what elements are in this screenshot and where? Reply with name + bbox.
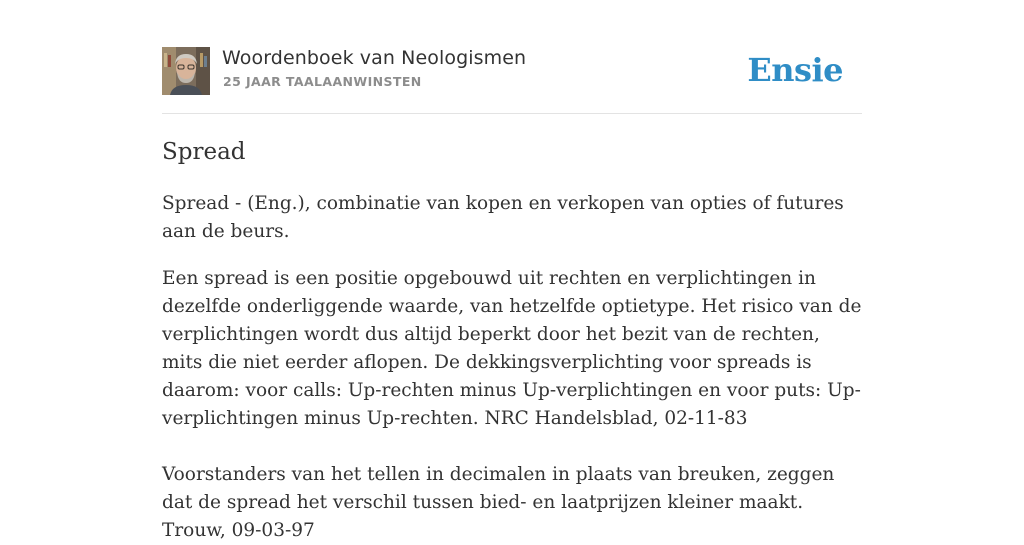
entry-quote: Voorstanders van het tellen in decimalen in plaats van breuken, zeggen dat de spread het verschil tussen bied- en laatprijzen kleiner maakt. Trouw, 09-03-97 bbox=[162, 464, 835, 541]
entry-definition: Spread - (Eng.), combinatie van kopen en verkopen van opties of futures aan de beurs. bbox=[162, 193, 844, 242]
author-portrait-icon bbox=[162, 47, 210, 95]
quote-spacer bbox=[162, 433, 862, 461]
entry-content bbox=[162, 136, 862, 545]
brand-logo[interactable]: Ensie bbox=[747, 51, 843, 89]
dictionary-title[interactable]: Woordenboek van Neologismen bbox=[222, 47, 527, 69]
dictionary-header bbox=[162, 46, 862, 96]
entry-quote: Een spread is een positie opgebouwd uit rechten en verplichtingen in dezelfde onderliggende waarde, van hetzelfde optietype. Het risico van de verplichtingen wordt dus altijd beperkt door het bezit van de rechten, mits die niet eerder aflopen. De dekkingsverplichting voor spreads is daarom: voor calls: Up-rechten minus Up-verplichtingen en voor puts: Up-verplichtingen minus Up-rechten. NRC Handelsblad, 02-11-83 bbox=[162, 268, 862, 429]
author-avatar[interactable] bbox=[162, 47, 210, 95]
entry-term: Spread bbox=[162, 139, 246, 165]
dictionary-subtitle: 25 JAAR TAALAANWINSTEN bbox=[223, 74, 422, 89]
header-divider bbox=[162, 113, 862, 114]
